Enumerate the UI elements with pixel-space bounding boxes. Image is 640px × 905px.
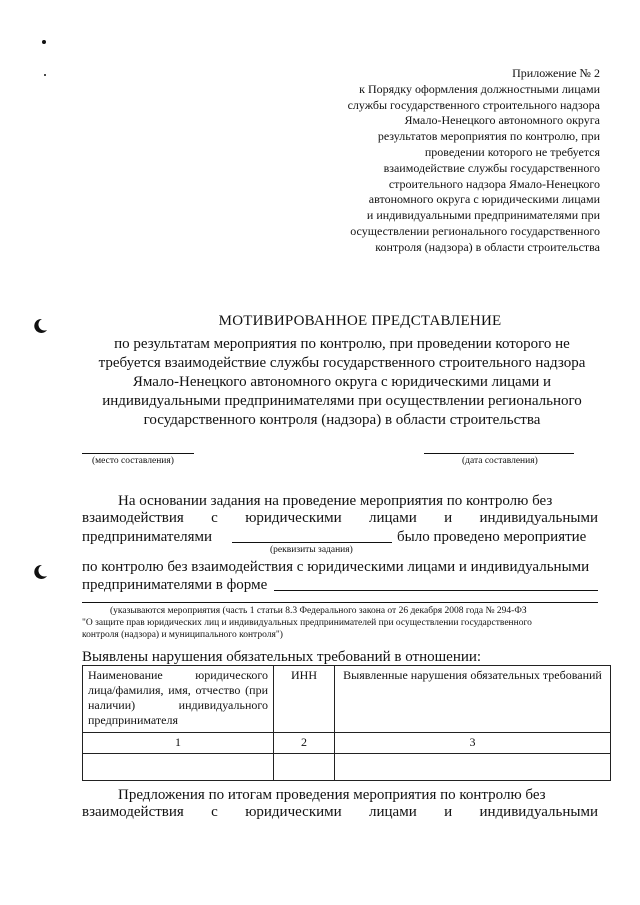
place-label: (место составления) [92,456,174,466]
place-field-line[interactable] [82,453,194,454]
paragraph1-line4: по контролю без взаимодействия с юридическими лицами и индивидуальными [82,559,590,575]
paragraph2-line1: Предложения по итогам проведения мероприятия по контролю без [118,787,546,803]
appendix-line: взаимодействие службы государственного [383,160,600,175]
table-cell: 2 [274,733,335,754]
document-subtitle [72,335,612,430]
task-details-field-line[interactable] [232,542,392,543]
table-cell-empty[interactable] [83,754,274,781]
date-field-line[interactable] [424,453,574,454]
punch-hole-mark [32,564,48,580]
subtitle-line: требуется взаимодействие службы государственного строительного надзора [98,355,586,371]
word: индивидуальными [479,804,598,820]
appendix-line: и индивидуальными предпринимателями при [366,208,600,223]
table-header-row [83,666,611,733]
word: юридическими [245,804,342,820]
note-line: "О защите прав юридических лиц и индивидуальных предпринимателей при осуществлении государственного [82,618,532,628]
paragraph1-line2 [82,510,598,527]
paragraph1-line3-prefix: предпринимателями [82,529,213,545]
word: с [211,804,218,820]
violations-heading: Выявлены нарушения обязательных требований в отношении: [82,649,482,665]
table-cell: 3 [335,733,611,754]
event-form-field-line[interactable] [274,590,598,591]
date-label: (дата составления) [462,456,538,466]
table-cell-empty[interactable] [335,754,611,781]
word: с [211,510,218,526]
appendix-line: к Порядку оформления должностными лицами [359,81,600,96]
word: юридическими [245,510,342,526]
subtitle-line: государственного контроля (надзора) в области строительства [143,412,541,428]
paragraph1-line5-prefix: предпринимателями в форме [82,577,268,593]
appendix-line: строительного надзора Ямало-Ненецкого [388,176,600,191]
events-note [82,605,602,641]
scan-speck [44,74,46,76]
note-line: контроля (надзора) и муниципального контроля") [82,630,283,640]
subtitle-line: индивидуальными предпринимателями при осуществлении регионального [102,393,582,409]
word: лицами [369,510,417,526]
word: взаимодействия [82,510,184,526]
subtitle-line: Ямало-Ненецкого автономного округа с юридическими лицами и [132,374,552,390]
violations-table [82,665,611,781]
word: и [444,510,453,526]
subtitle-line: по результатам мероприятия по контролю, при проведении которого не [114,336,570,352]
word: лицами [369,804,417,820]
events-field-line[interactable] [82,602,598,603]
appendix-line: автономного округа с юридическими лицами [368,192,600,207]
word: индивидуальными [479,510,598,526]
header-inn: ИНН [274,666,335,733]
word: взаимодействия [82,804,184,820]
appendix-header [280,66,600,256]
document-title: МОТИВИРОВАННОЕ ПРЕДСТАВЛЕНИЕ [218,313,502,329]
paragraph1-line1: На основании задания на проведение мероприятия по контролю без [118,493,553,509]
scan-speck [42,40,46,44]
appendix-line: осуществлении регионального государственного [350,223,600,238]
table-cell-empty[interactable] [274,754,335,781]
appendix-line: Приложение № 2 [512,66,600,80]
appendix-line: службы государственного строительного надзора [347,97,600,112]
table-number-row [83,733,611,754]
header-entity-name: Наименование юридического лица/фамилия, имя, отчество (при наличии) индивидуального предпринимателя [83,666,274,733]
paragraph2-line2 [82,804,598,821]
appendix-line: контроля (надзора) в области строительства [375,239,600,254]
table-cell: 1 [83,733,274,754]
word: и [444,804,453,820]
task-details-label: (реквизиты задания) [270,545,353,555]
appendix-line: Ямало-Ненецкого автономного округа [404,113,600,128]
note-line: (указываются мероприятия (часть 1 статьи 8.3 Федерального закона от 26 декабря 2008 года № 294-ФЗ [110,606,527,616]
appendix-line: результатов мероприятия по контролю, при [377,129,600,144]
header-violations: Выявленные нарушения обязательных требований [335,666,611,733]
table-row [83,754,611,781]
appendix-line: проведении которого не требуется [424,144,600,159]
paragraph1-line3-suffix: было проведено мероприятие [397,529,587,545]
